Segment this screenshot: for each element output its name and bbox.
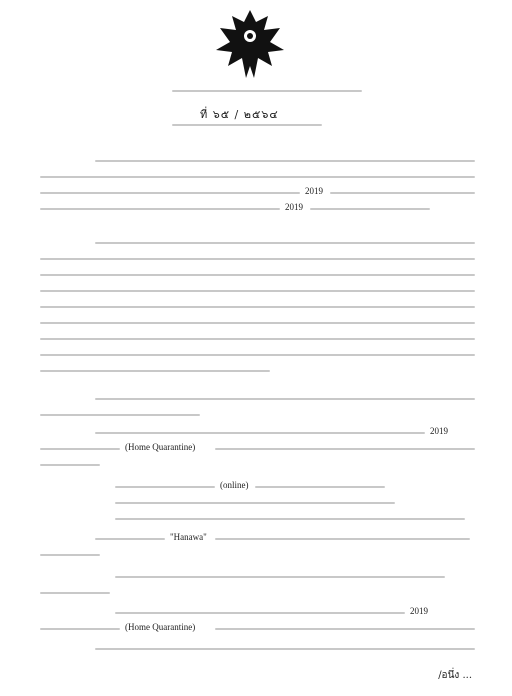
hanawa-text: "Hanawa" bbox=[170, 532, 207, 542]
year-2019-3: 2019 bbox=[430, 426, 448, 436]
online-text: (online) bbox=[220, 480, 249, 490]
home-quarantine-1: (Home Quarantine) bbox=[125, 442, 196, 452]
year-2019-2: 2019 bbox=[285, 202, 303, 212]
garuda-emblem-icon bbox=[210, 6, 290, 84]
continued-marker: /อนึ่ง ... bbox=[438, 670, 472, 681]
home-quarantine-2: (Home Quarantine) bbox=[125, 622, 196, 632]
year-2019-1: 2019 bbox=[305, 186, 323, 196]
order-number: ที่ ๖๕ / ๒๕๖๔ bbox=[200, 108, 279, 121]
year-2019-4: 2019 bbox=[410, 606, 428, 616]
